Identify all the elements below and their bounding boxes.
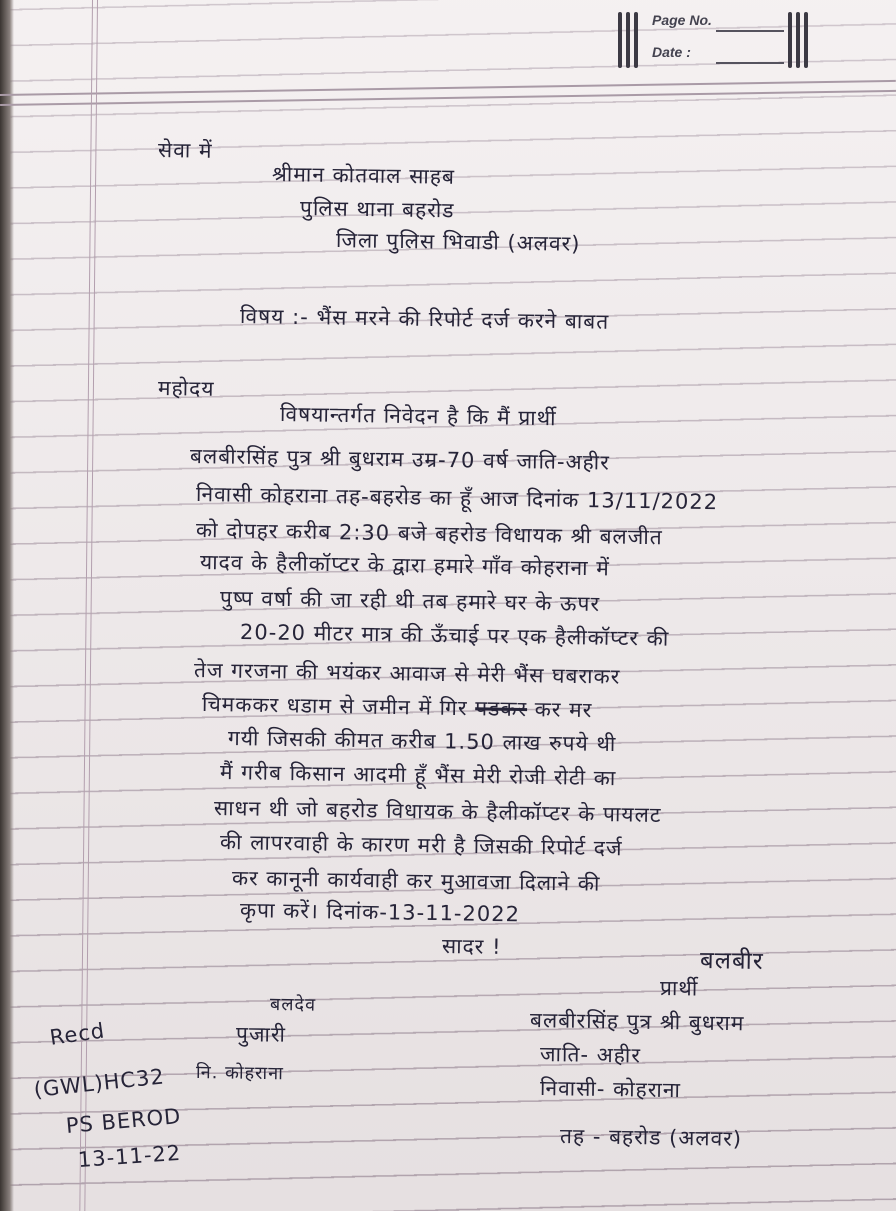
body-line: बलबीरसिंह पुत्र श्री बुधराम उम्र-70 वर्ष जाति-अहीर <box>189 444 610 475</box>
police-note-constable: (GWL)HC32 <box>32 1064 166 1102</box>
header-double-rule <box>0 80 896 106</box>
witness-signature: बलदेव <box>269 994 317 1016</box>
body-line: तेज गरजना की भयंकर आवाज से मेरी भैंस घबराकर <box>193 658 621 689</box>
witness-address: नि. कोहराना <box>195 1062 284 1085</box>
subject-line: विषय :- भैंस मरने की रिपोर्ट दर्ज करने बाबत <box>239 304 610 334</box>
body-line: कृपा करें। दिनांक-13-11-2022 <box>239 898 521 927</box>
police-note-station: PS BEROD <box>64 1103 183 1138</box>
page-no-label: Page No. <box>652 12 712 28</box>
closing: सादर ! <box>441 934 502 959</box>
addressee-line-1: श्रीमान कोतवाल साहब <box>271 162 456 189</box>
applicant-signature: बलबीर <box>699 946 764 975</box>
body-line: यादव के हैलीकॉप्टर के द्वारा हमारे गाँव कोहराना में <box>199 550 611 581</box>
struck-word: पडकर <box>475 696 528 722</box>
body-line: गयी जिसकी कीमत करीब 1.50 लाख रुपये थी <box>227 726 617 757</box>
sender-tehsil: तह - बहरोड (अलवर) <box>559 1124 743 1151</box>
date-line <box>716 62 784 64</box>
addressee-line-3: जिला पुलिस भिवाडी (अलवर) <box>335 228 581 256</box>
page-shadow-edge <box>0 0 14 1211</box>
police-note-date: 13-11-22 <box>77 1140 182 1172</box>
body-line: निवासी कोहराना तह-बहरोड का हूँ आज दिनांक 13/11/2022 <box>195 482 719 515</box>
body-line: मैं गरीब किसान आदमी हूँ भैंस मेरी रोजी रोटी का <box>219 760 617 791</box>
body-line <box>202 694 593 721</box>
body-line-9-tail: कर मर <box>534 697 593 723</box>
body-line: को दोपहर करीब 2:30 बजे बहरोड विधायक श्री बलजीत <box>195 518 663 550</box>
police-note-received: Recd <box>48 1018 107 1050</box>
header-bars-right <box>788 12 808 68</box>
body-line: विषयान्तर्गत निवेदन है कि मैं प्रार्थी <box>279 402 557 431</box>
salutation-to: सेवा में <box>157 138 213 163</box>
body-line: 20-20 मीटर मात्र की ऊँचाई पर एक हैलीकॉप्टर की <box>239 620 670 651</box>
body-line: कर कानूनी कार्यवाही कर मुआवजा दिलाने की <box>231 866 601 896</box>
page-no-line <box>716 30 784 32</box>
body-line-9-text: चिमककर धडाम से जमीन में गिर <box>201 692 468 721</box>
body-line: पुष्प वर्षा की जा रही थी तब हमारे घर के ऊपर <box>219 586 601 616</box>
sender-name: बलबीरसिंह पुत्र श्री बुधराम <box>529 1008 745 1036</box>
date-label: Date : <box>652 44 691 60</box>
witness-title: पुजारी <box>235 1022 287 1047</box>
body-line: की लापरवाही के कारण मरी है जिसकी रिपोर्ट दर्ज <box>219 830 623 861</box>
header-bars-left <box>618 12 638 68</box>
addressee-line-2: पुलिस थाना बहरोड <box>299 196 455 223</box>
page-header <box>618 8 818 70</box>
sender-title: प्रार्थी <box>659 976 699 1001</box>
sender-caste: जाति- अहीर <box>539 1042 642 1068</box>
body-line: साधन थी जो बहरोड विधायक के हैलीकॉप्टर के पायलट <box>213 796 662 828</box>
sender-village: निवासी- कोहराना <box>539 1076 682 1103</box>
greeting: महोदय <box>157 376 215 401</box>
